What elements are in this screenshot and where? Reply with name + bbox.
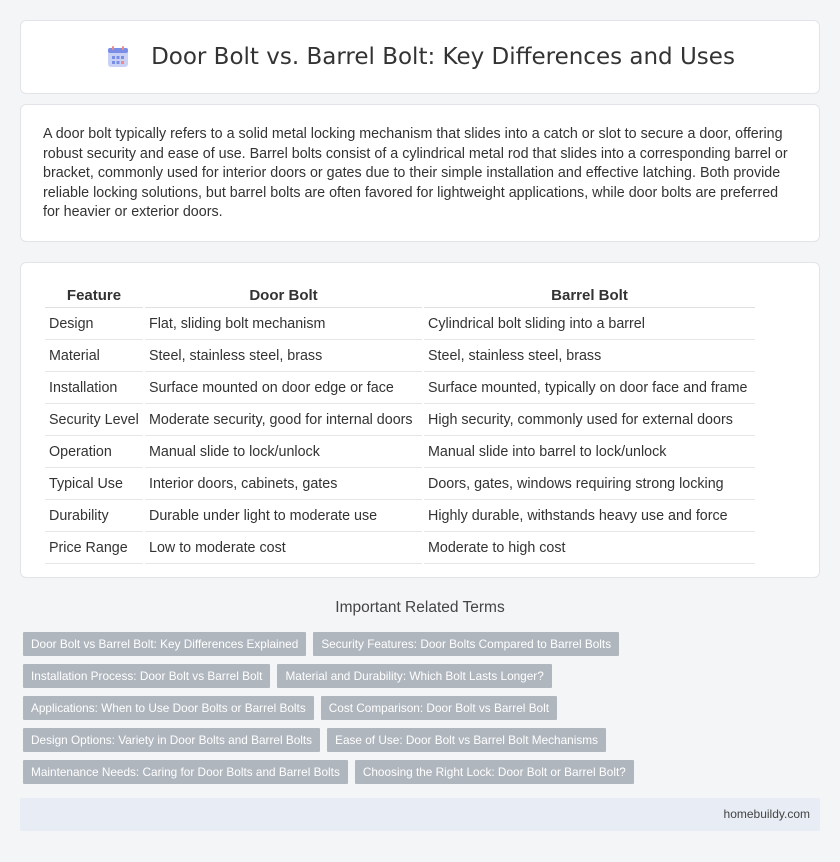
barrel-bolt-cell: Cylindrical bolt sliding into a barrel [424, 308, 755, 340]
footer [20, 798, 820, 831]
related-term-link[interactable]: Choosing the Right Lock: Door Bolt or Barrel Bolt? [355, 760, 634, 784]
table-row [45, 500, 755, 532]
barrel-bolt-cell: Moderate to high cost [424, 532, 755, 564]
related-term-link[interactable]: Cost Comparison: Door Bolt vs Barrel Bolt [321, 696, 557, 720]
page-title: Door Bolt vs. Barrel Bolt: Key Differences and Uses [151, 44, 735, 70]
related-terms-title: Important Related Terms [335, 599, 505, 616]
related-term-link[interactable]: Installation Process: Door Bolt vs Barrel Bolt [23, 664, 270, 688]
table-row [45, 308, 755, 340]
door-bolt-cell: Surface mounted on door edge or face [145, 372, 422, 404]
table-header-row [45, 285, 755, 308]
header-barrel-bolt: Barrel Bolt [424, 285, 755, 308]
table-row [45, 340, 755, 372]
related-term-link[interactable]: Design Options: Variety in Door Bolts and Barrel Bolts [23, 728, 320, 752]
related-terms-list [23, 632, 823, 792]
table-row [45, 372, 755, 404]
footer-site-link[interactable]: homebuildy.com [723, 807, 810, 821]
title-card [20, 20, 820, 94]
related-term-link[interactable]: Material and Durability: Which Bolt Lasts Longer? [277, 664, 551, 688]
door-bolt-cell: Low to moderate cost [145, 532, 422, 564]
door-bolt-cell: Flat, sliding bolt mechanism [145, 308, 422, 340]
related-term-link[interactable]: Maintenance Needs: Caring for Door Bolts and Barrel Bolts [23, 760, 348, 784]
related-term-link[interactable]: Applications: When to Use Door Bolts or Barrel Bolts [23, 696, 314, 720]
related-term-link[interactable]: Door Bolt vs Barrel Bolt: Key Differences Explained [23, 632, 306, 656]
feature-cell: Installation [45, 372, 143, 404]
feature-cell: Design [45, 308, 143, 340]
tag-row [23, 760, 823, 784]
related-term-link[interactable]: Security Features: Door Bolts Compared to Barrel Bolts [313, 632, 619, 656]
barrel-bolt-cell: Manual slide into barrel to lock/unlock [424, 436, 755, 468]
header-door-bolt: Door Bolt [145, 285, 422, 308]
comparison-card [20, 262, 820, 578]
tag-row [23, 696, 823, 720]
barrel-bolt-cell: Highly durable, withstands heavy use and force [424, 500, 755, 532]
barrel-bolt-cell: Surface mounted, typically on door face and frame [424, 372, 755, 404]
barrel-bolt-cell: High security, commonly used for external doors [424, 404, 755, 436]
door-bolt-cell: Moderate security, good for internal doors [145, 404, 422, 436]
intro-card [20, 104, 820, 242]
feature-cell: Operation [45, 436, 143, 468]
table-row [45, 532, 755, 564]
comparison-table [43, 285, 757, 564]
tag-row [23, 664, 823, 688]
tag-row [23, 632, 823, 656]
feature-cell: Security Level [45, 404, 143, 436]
barrel-bolt-cell: Doors, gates, windows requiring strong locking [424, 468, 755, 500]
door-bolt-cell: Steel, stainless steel, brass [145, 340, 422, 372]
feature-cell: Durability [45, 500, 143, 532]
table-row [45, 468, 755, 500]
related-term-link[interactable]: Ease of Use: Door Bolt vs Barrel Bolt Mechanisms [327, 728, 606, 752]
header-feature: Feature [45, 285, 143, 308]
calendar-grid-icon [105, 44, 131, 70]
door-bolt-cell: Durable under light to moderate use [145, 500, 422, 532]
table-row [45, 436, 755, 468]
barrel-bolt-cell: Steel, stainless steel, brass [424, 340, 755, 372]
door-bolt-cell: Manual slide to lock/unlock [145, 436, 422, 468]
feature-cell: Typical Use [45, 468, 143, 500]
intro-paragraph: A door bolt typically refers to a solid metal locking mechanism that slides into a catch or slot to secure a door, offering robust security and ease of use. Barrel bolts consist of a cylindrical metal rod that slides into a corresponding barrel or bracket, commonly used for interior doors or gates due to their simple installation and effective latching. Both provide reliable locking solutions, but barrel bolts are often favored for lightweight applications, while door bolts are preferred for heavier or exterior doors. [43, 126, 788, 221]
door-bolt-cell: Interior doors, cabinets, gates [145, 468, 422, 500]
feature-cell: Price Range [45, 532, 143, 564]
tag-row [23, 728, 823, 752]
table-row [45, 404, 755, 436]
feature-cell: Material [45, 340, 143, 372]
